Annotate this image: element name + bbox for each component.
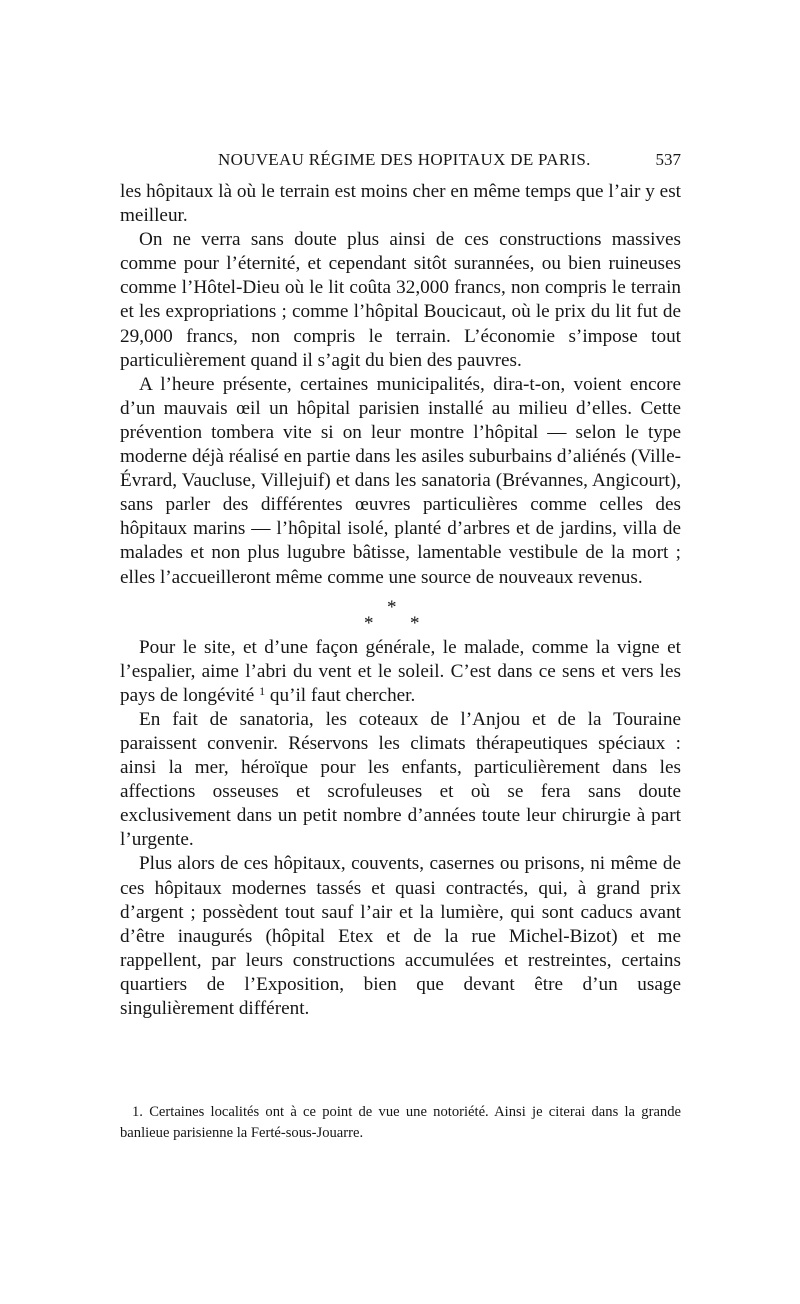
paragraph-sanatoria: En fait de sanatoria, les coteaux de l’Anjou et de la Touraine paraissent convenir. Réservons les climats thérapeutiques spéciaux : ainsi la mer, héroïque pour les enfants, particulièrement dans les affections osseuses et scrofuleuses et où se fera sans doute exclusivement dans un petit nombre d’années toute leur chirurgie à part l’urgente. bbox=[120, 708, 681, 851]
footnote bbox=[120, 1102, 681, 1144]
footnote-reference[interactable]: 1 bbox=[259, 683, 266, 698]
body-text bbox=[120, 180, 681, 1021]
running-header bbox=[120, 146, 681, 174]
paragraph-hopitaux: Plus alors de ces hôpitaux, couvents, casernes ou prisons, ni même de ces hôpitaux modernes tassés et quasi contractés, qui, à grand prix d’argent ; possèdent tout sauf l’air et la lumière, qui sont caducs avant d’être inaugurés (hôpital Etex et de la rue Michel-Bizot) et me rappellent, par leurs constructions accumulées et restreintes, certains quartiers de l’Exposition, bien que devant être d’un usage singulièrement différent. bbox=[120, 853, 681, 1019]
paragraph-site-text-end: qu’il faut chercher. bbox=[269, 684, 416, 706]
footnote-text: 1. Certaines localités ont à ce point de vue une notoriété. Ainsi je citerai dans la grande banlieue parisienne la Ferté-sous-Jouarre. bbox=[120, 1104, 681, 1141]
section-break-asterism bbox=[120, 592, 681, 636]
running-title: NOUVEAU RÉGIME DES HOPITAUX DE PARIS. bbox=[218, 150, 591, 169]
page-number: 537 bbox=[655, 150, 681, 169]
paragraph-site-text: Pour le site, et d’une façon générale, le malade, comme la vigne et l’espalier, aime l’abri du vent et le soleil. C’est dans ce sens et vers les pays de longévité bbox=[120, 636, 681, 706]
paragraph-constructions: On ne verra sans doute plus ainsi de ces constructions massives comme pour l’éternité, et cependant sitôt surannées, ou bien ruineuses comme l’Hôtel-Dieu où le lit coûta 32,000 francs, non compris le terrain et les expropriations ; comme l’hôpital Boucicaut, où le prix du lit fut de 29,000 francs, non compris le terrain. L’économie s’impose tout particulièrement quand il s’agit du bien des pauvres. bbox=[120, 229, 681, 371]
asterism-star: * bbox=[387, 596, 397, 618]
paragraph-municipalites: A l’heure présente, certaines municipalités, dira-t-on, voient encore d’un mauvais œil un hôpital parisien installé au milieu d’elles. Cette prévention tombera vite si on leur montre l’hôpital — selon le type moderne déjà réalisé en partie dans les asiles suburbains d’aliénés (Ville-Évrard, Vaucluse, Villejuif) et dans les sanatoria (Brévannes, Angicourt), sans parler des différentes œuvres particulières comme celles des hôpitaux marins — l’hôpital isolé, planté d’arbres et de jardins, villa de malades et non plus lugubre bâtisse, lamentable vestibule de la mort ; elles l’accueilleront même comme une source de nouveaux revenus. bbox=[120, 373, 681, 588]
asterism-star: * bbox=[410, 612, 420, 634]
paragraph-continued: les hôpitaux là où le terrain est moins cher en même temps que l’air y est meilleur. bbox=[120, 181, 681, 227]
paragraph-site bbox=[120, 636, 681, 708]
asterism-star: * bbox=[364, 612, 374, 634]
